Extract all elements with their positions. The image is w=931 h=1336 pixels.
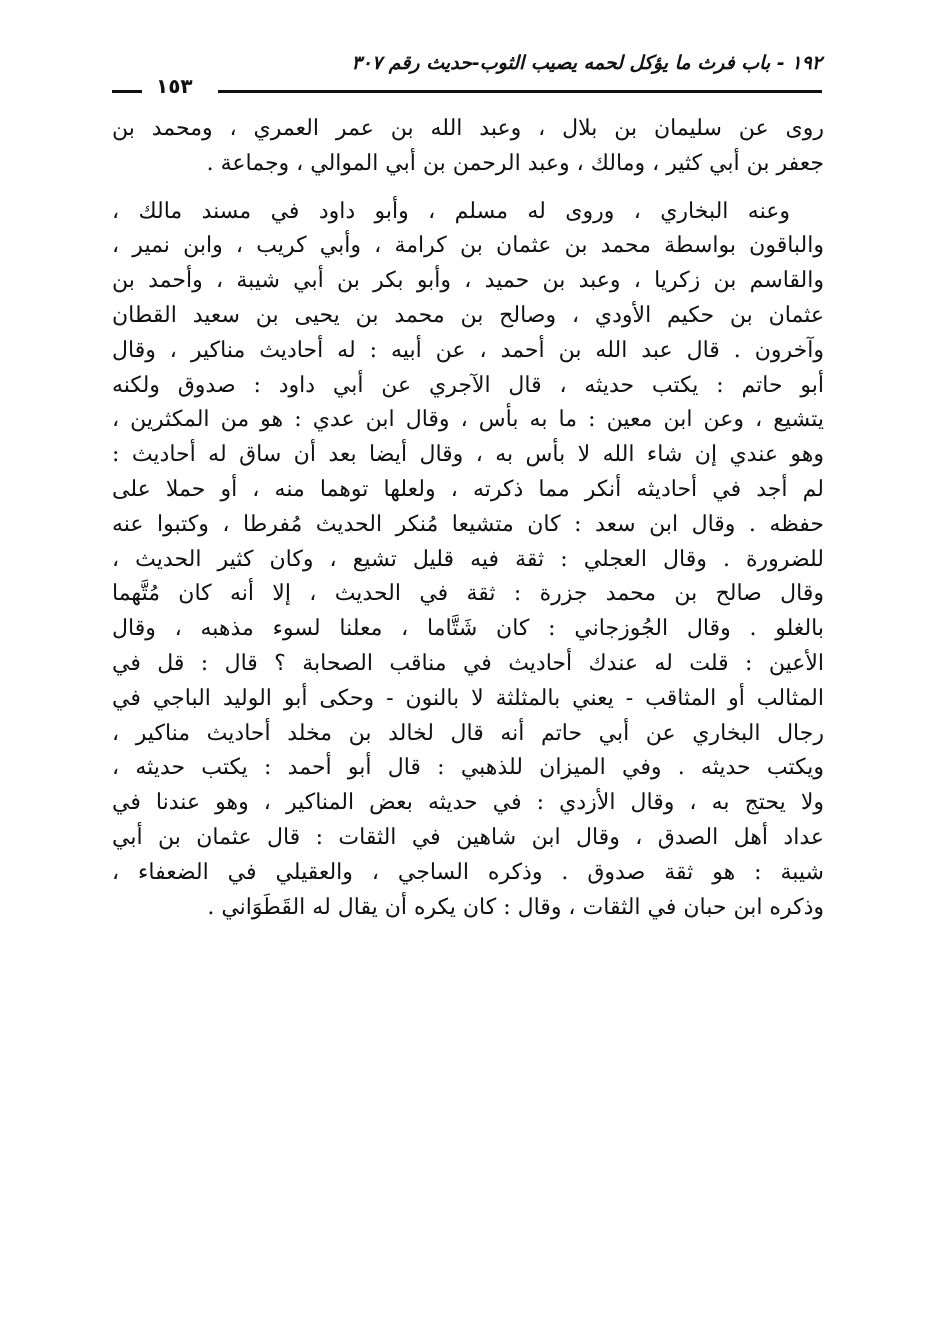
text-line: ويكتب حديثه . وفي الميزان للذهبي : قال أبو أحمد : يكتب حديثه ،: [112, 755, 824, 781]
text-line: لم أجد في أحاديثه أنكر مما ذكرته ، ولعلها توهما منه ، أو حملا على: [112, 476, 824, 502]
page-number: ١٥٣: [156, 74, 193, 98]
text-line: حفظه . وقال ابن سعد : كان متشيعا مُنكر الحديث مُفرطا ، وكتبوا عنه: [112, 511, 824, 537]
text-line: والباقون بواسطة محمد بن عثمان بن كرامة ، وأبي كريب ، وابن نمير ،: [112, 233, 824, 259]
text-line: عداد أهل الصدق ، وقال ابن شاهين في الثقات : قال عثمان بن أبي: [112, 824, 824, 850]
paragraph-gap: [112, 182, 824, 195]
paragraph: [112, 112, 824, 182]
text-line: يتشيع ، وعن ابن معين : ما به بأس ، وقال ابن عدي : هو من المكثرين ،: [112, 407, 824, 433]
text-line: وقال صالح بن محمد جزرة : ثقة في الحديث ، إلا أنه كان مُتَّهما: [112, 581, 824, 607]
running-header: [112, 52, 822, 98]
text-line: شيبة : هو ثقة صدوق . وذكره الساجي ، والعقيلي في الضعفاء ،: [112, 859, 824, 885]
text-line: عثمان بن حكيم الأودي ، وصالح بن محمد بن يحيى بن سعيد القطان: [112, 302, 824, 328]
paragraph: [112, 195, 824, 926]
chapter-title: ١٩٢ - باب فرث ما يؤكل لحمه يصيب الثوب-حديث رقم ٣٠٧: [351, 52, 822, 74]
text-line: وعنه البخاري ، وروى له مسلم ، وأبو داود في مسند مالك ،: [112, 198, 790, 224]
text-line: الأعين : قلت له عندك أحاديث في مناقب الصحابة ؟ قال : قل في: [112, 650, 824, 676]
text-line: بالغلو . وقال الجُوزجاني : كان شَتَّاما ، معلنا لسوء مذهبه ، وقال: [112, 616, 824, 642]
text-line: روى عن سليمان بن بلال ، وعبد الله بن عمر العمري ، ومحمد بن: [112, 116, 824, 141]
text-line: رجال البخاري عن أبي حاتم أنه قال لخالد بن مخلد أحاديث مناكير ،: [112, 720, 824, 746]
text-line: وهو عندي إن شاء الله لا بأس به ، وقال أيضا بعد أن ساق له أحاديث :: [112, 442, 824, 468]
text-line: المثالب أو المثاقب - يعني بالمثلثة لا بالنون - وحكى أبو الوليد الباجي في: [112, 685, 824, 711]
text-line: للضرورة . وقال العجلي : ثقة فيه قليل تشيع ، وكان كثير الحديث ،: [112, 546, 824, 572]
header-rule-short: [112, 90, 142, 93]
text-line: والقاسم بن زكريا ، وعبد بن حميد ، وأبو بكر بن أبي شيبة ، وأحمد بن: [112, 268, 824, 294]
text-line: جعفر بن أبي كثير ، ومالك ، وعبد الرحمن بن أبي الموالي ، وجماعة .: [206, 150, 824, 176]
text-line: وآخرون . قال عبد الله بن أحمد ، عن أبيه : له أحاديث مناكير ، وقال: [112, 337, 824, 363]
text-line: أبو حاتم : يكتب حديثه ، قال الآجري عن أبي داود : صدوق ولكنه: [112, 372, 824, 398]
header-rule: [218, 90, 822, 93]
body-text: [112, 112, 824, 925]
text-line: ولا يحتج به ، وقال الأزدي : في حديثه بعض المناكير ، وهو عندنا في: [112, 790, 824, 816]
text-line: وذكره ابن حبان في الثقات ، وقال : كان يكره أن يقال له القَطَوَاني .: [207, 894, 824, 920]
